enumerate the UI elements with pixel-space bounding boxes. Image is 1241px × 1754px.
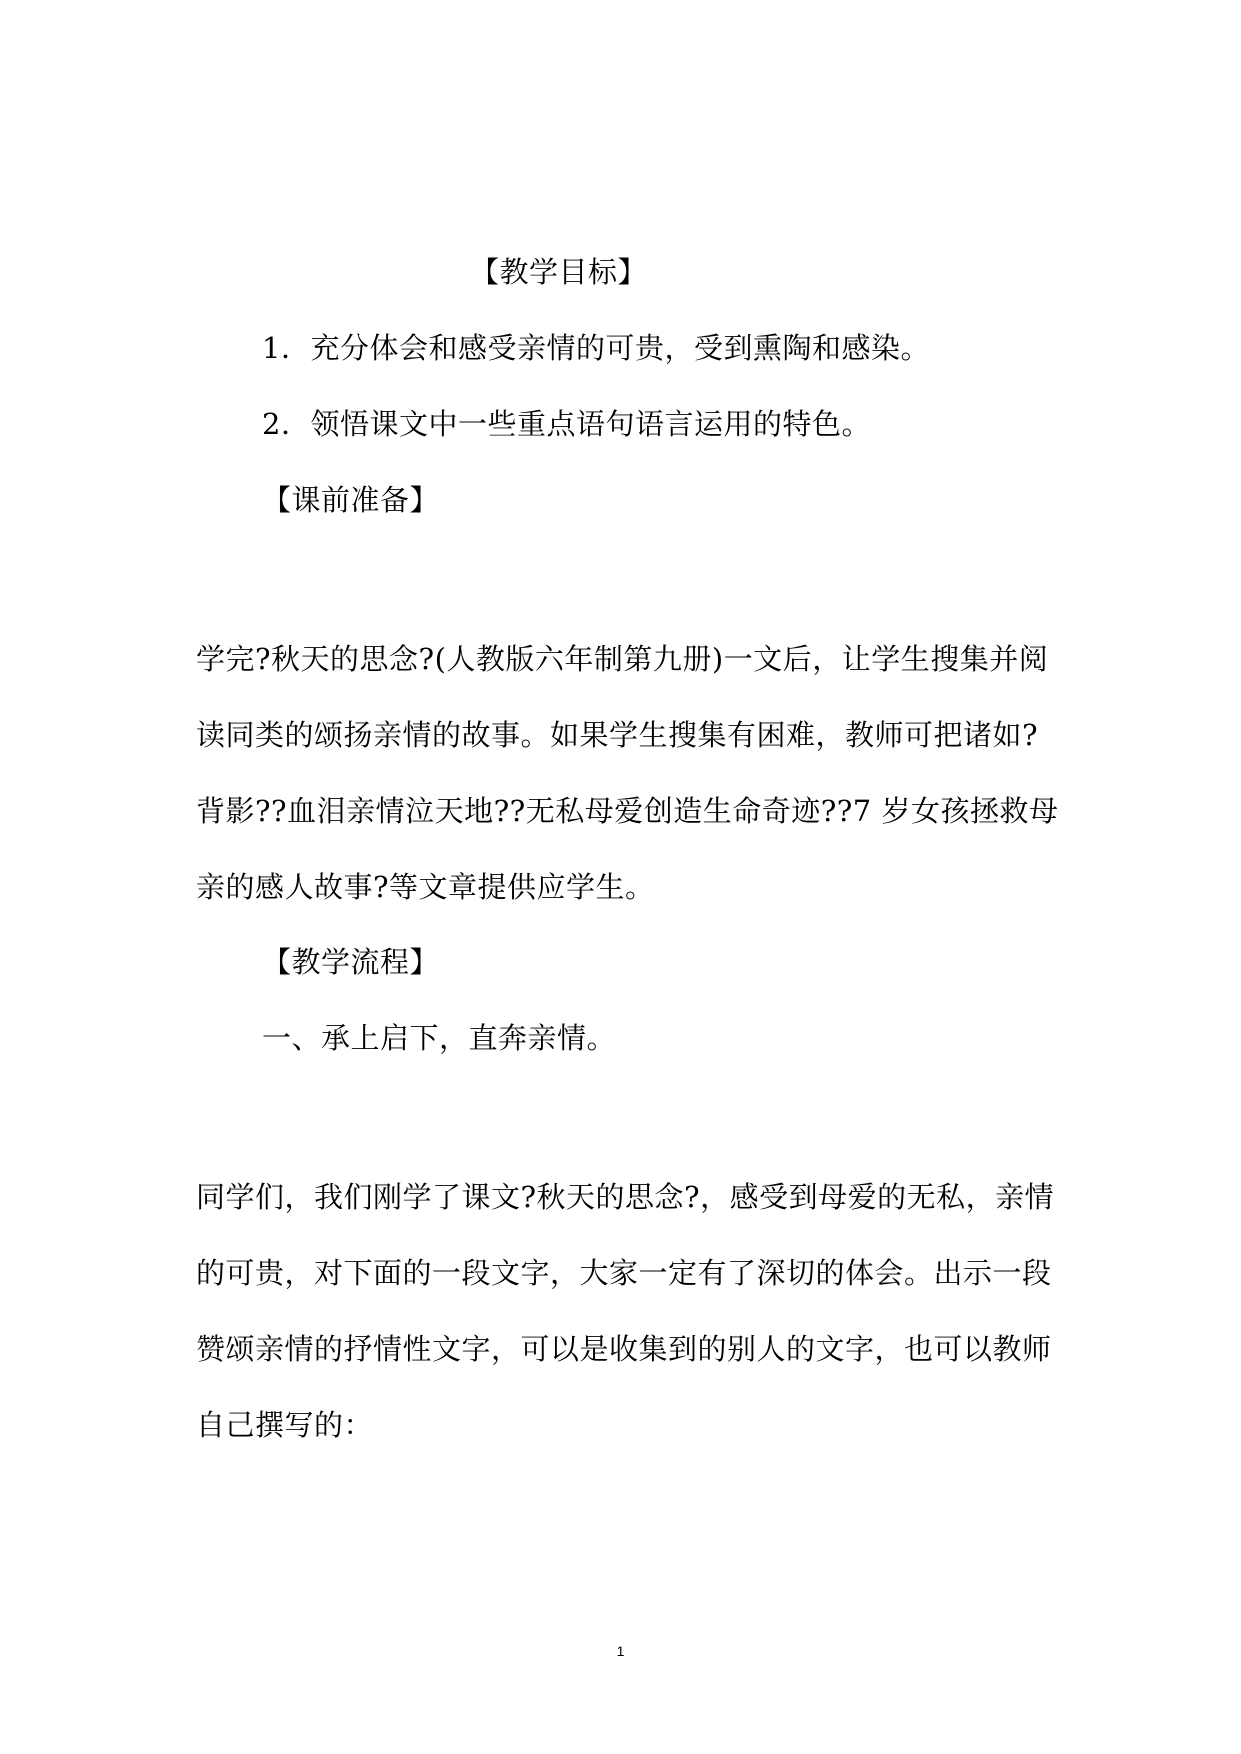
process-heading: 【教学流程】	[262, 945, 440, 979]
paragraph-line: 学完?秋天的思念?(人教版六年制第九册)一文后，让学生搜集并阅	[196, 642, 1049, 676]
step-1-heading: 一、承上启下，直奔亲情。	[262, 1021, 617, 1055]
preparation-heading: 【课前准备】	[262, 483, 440, 517]
paragraph-line: 同学们，我们刚学了课文?秋天的思念?，感受到母爱的无私，亲情	[196, 1180, 1055, 1214]
paragraph-line: 自己撰写的：	[196, 1408, 374, 1442]
objective-item-2: 2．领悟课文中一些重点语句语言运用的特色。	[262, 407, 871, 441]
paragraph-line: 亲的感人故事?等文章提供应学生。	[196, 870, 655, 904]
page-number: 1	[616, 1643, 625, 1659]
paragraph-line: 赞颂亲情的抒情性文字，可以是收集到的别人的文字，也可以教师	[196, 1332, 1052, 1366]
paragraph-line: 背影??血泪亲情泣天地??无私母爱创造生命奇迹??7 岁女孩拯救母	[196, 794, 1059, 828]
paragraph-line: 的可贵，对下面的一段文字，大家一定有了深切的体会。出示一段	[196, 1256, 1052, 1290]
preparation-paragraph	[196, 621, 1059, 925]
paragraph-line: 读同类的颂扬亲情的故事。如果学生搜集有困难，教师可把诸如?	[196, 718, 1039, 752]
objective-item-1: 1．充分体会和感受亲情的可贵，受到熏陶和感染。	[262, 331, 930, 365]
step-1-paragraph	[196, 1159, 1055, 1463]
objectives-heading: 【教学目标】	[470, 255, 648, 289]
